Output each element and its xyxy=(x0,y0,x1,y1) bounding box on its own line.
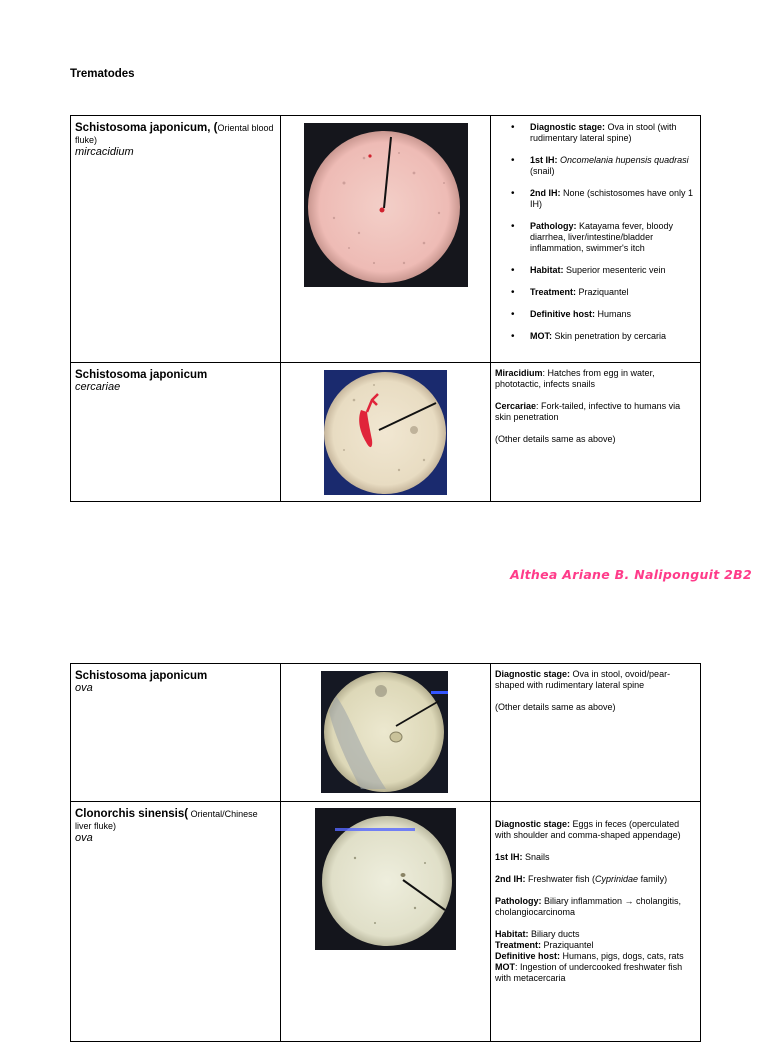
microscope-image-cercaria xyxy=(324,370,447,495)
specimen-name-cell xyxy=(71,116,281,363)
specimen-name-cell xyxy=(71,363,281,502)
specimen-stage: cercariae xyxy=(75,381,121,393)
microscope-image-clonorchis-ova xyxy=(315,808,456,950)
list-item: • 2nd IH: None (schistosomes have only 1 IH) xyxy=(495,188,696,210)
table-row xyxy=(71,363,701,502)
specimen-name: Schistosoma japonicum xyxy=(75,670,208,682)
micrograph-cell xyxy=(281,802,491,1042)
specimen-name-cell xyxy=(71,664,281,802)
trematodes-table-1 xyxy=(70,115,701,502)
microscope-image-ova xyxy=(321,671,448,793)
first-ih-note: 1st IH: Snails xyxy=(495,852,550,862)
details-list xyxy=(495,122,696,342)
section-heading: Trematodes xyxy=(70,68,135,80)
details-cell xyxy=(491,363,701,502)
diagnostic-stage-note: Diagnostic stage: Ova in stool, ovoid/pear-shaped with rudimentary lateral spine xyxy=(495,669,671,690)
trematodes-table-2 xyxy=(70,663,701,1042)
table-row xyxy=(71,116,701,363)
details-cell xyxy=(491,664,701,802)
specimen-stage: ova xyxy=(75,682,93,694)
mot-note: MOT: Ingestion of undercooked freshwater fish with metacercaria xyxy=(495,962,683,983)
cercariae-note: Cercariae: Fork-tailed, infective to humans via skin penetration xyxy=(495,401,681,422)
specimen-name: Schistosoma japonicum xyxy=(75,369,208,381)
micrograph-cell xyxy=(281,363,491,502)
specimen-stage: mircacidium xyxy=(75,146,134,158)
specimen-common-name: Oriental/Chinese liver fluke) xyxy=(75,809,258,831)
pathology-note: Pathology: Biliary inflammation → cholangitis, cholangiocarcinoma xyxy=(495,896,682,917)
micrograph-cell xyxy=(281,664,491,802)
specimen-name: Clonorchis sinensis( xyxy=(75,808,189,820)
table-row xyxy=(71,664,701,802)
list-item: • Definitive host: Humans xyxy=(495,309,696,320)
author-signature: Althea Ariane B. Naliponguit 2B2 xyxy=(510,567,752,582)
list-item: • Pathology: Katayama fever, bloody diarrhea, liver/intestine/bladder inflammation, swimmer's itch xyxy=(495,221,696,254)
specimen-stage: ova xyxy=(75,832,93,844)
specimen-name-cell xyxy=(71,802,281,1042)
specimen-common-name: Oriental blood fluke) xyxy=(75,123,274,145)
list-item: • MOT: Skin penetration by cercaria xyxy=(495,331,696,342)
list-item: • 1st IH: Oncomelania hupensis quadrasi (snail) xyxy=(495,155,696,177)
other-details-note: (Other details same as above) xyxy=(495,434,616,444)
details-cell xyxy=(491,116,701,363)
treatment-note: Treatment: Praziquantel xyxy=(495,940,594,950)
miracidium-note: Miracidium: Hatches from egg in water, phototactic, infects snails xyxy=(495,368,655,389)
diagnostic-stage-note: Diagnostic stage: Eggs in feces (operculated with shoulder and comma-shaped appendage) xyxy=(495,819,681,840)
table-row xyxy=(71,802,701,1042)
other-details-note: (Other details same as above) xyxy=(495,702,616,712)
list-item: • Habitat: Superior mesenteric vein xyxy=(495,265,696,276)
list-item: • Treatment: Praziquantel xyxy=(495,287,696,298)
microscope-image-miracidium xyxy=(304,123,468,287)
second-ih-note: 2nd IH: Freshwater fish (Cyprinidae family) xyxy=(495,874,668,884)
list-item: • Diagnostic stage: Ova in stool (with rudimentary lateral spine) xyxy=(495,122,696,144)
specimen-name: Schistosoma japonicum, ( xyxy=(75,122,218,134)
host-details xyxy=(495,929,696,984)
details-cell xyxy=(491,802,701,1042)
habitat-note: Habitat: Biliary ducts xyxy=(495,929,580,939)
definitive-host-note: Definitive host: Humans, pigs, dogs, cats, rats xyxy=(495,951,684,961)
micrograph-cell xyxy=(281,116,491,363)
